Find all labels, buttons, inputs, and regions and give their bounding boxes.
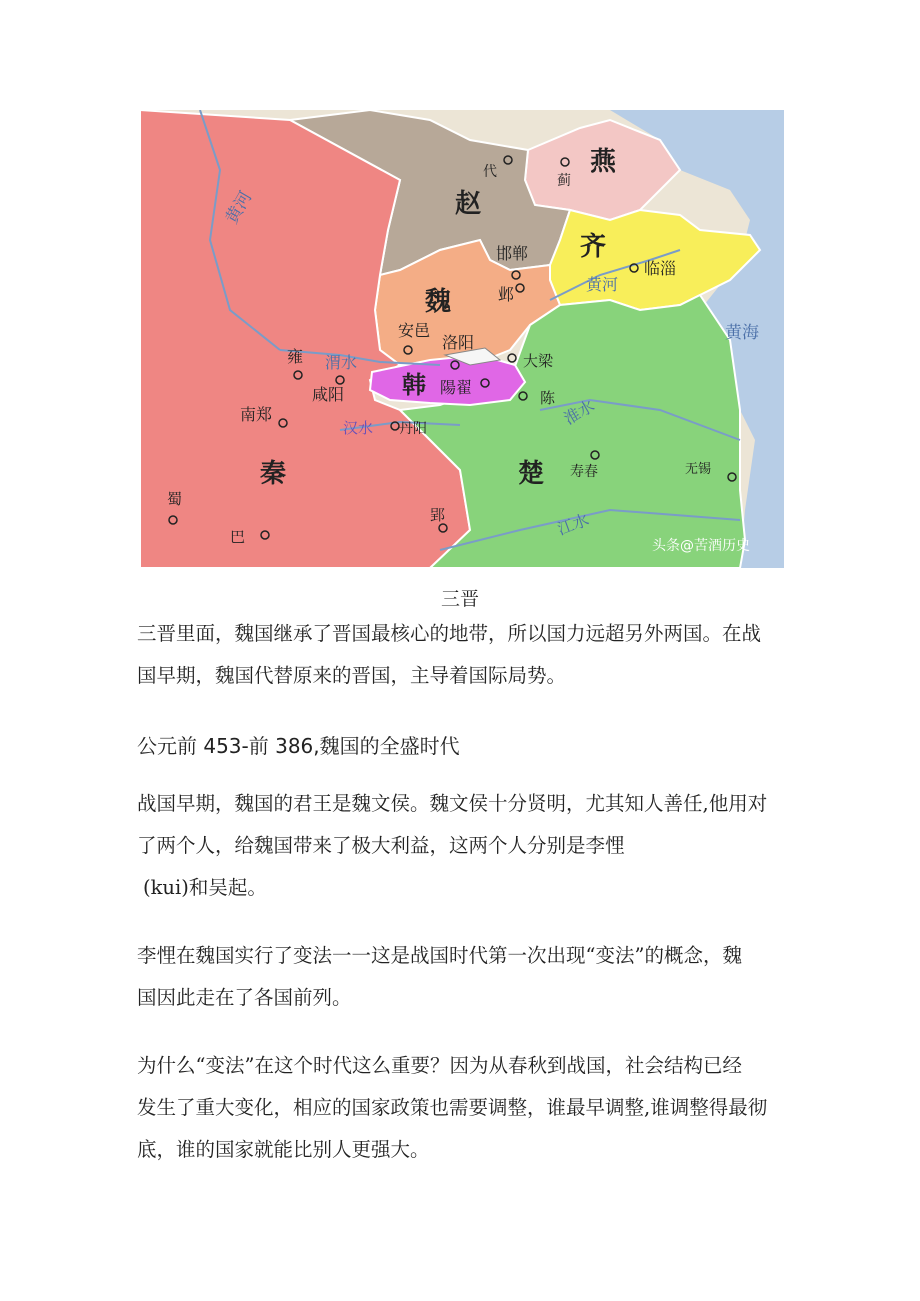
label-wuxi: 无锡 <box>685 462 712 477</box>
paragraph-2-line-2: 了两个人，给魏国带来了极大利益，这两个人分别是李悝 <box>137 834 625 857</box>
paragraph-3-line-2: 国因此走在了各国前列。 <box>137 986 352 1009</box>
label-anyi: 安邑 <box>398 321 431 340</box>
warring-states-map <box>140 110 784 568</box>
label-yangzhai: 陽翟 <box>440 378 473 397</box>
map-watermark: 头条@苦酒历史 <box>652 538 750 554</box>
label-huanghai: 黄海 <box>725 323 759 343</box>
label-chu: 楚 <box>518 459 545 489</box>
label-hanshui: 汉水 <box>343 419 374 437</box>
label-ji: 蓟 <box>557 173 571 189</box>
paragraph-1-line-1: 三晋里面，魏国继承了晋国最核心的地带，所以国力远超另外两国。在战 <box>137 622 762 645</box>
label-jiangshui: 江水 <box>554 509 592 539</box>
label-zhao: 赵 <box>455 189 482 219</box>
paragraph-2-line-1: 战国早期，魏国的君王是魏文侯。魏文侯十分贤明，尤其知人善任,他用对 <box>137 792 768 815</box>
label-chen: 陈 <box>540 389 556 407</box>
paragraph-1-line-2: 国早期，魏国代替原来的晋国，主导着国际局势。 <box>137 664 567 687</box>
label-luoyang: 洛阳 <box>442 333 475 352</box>
label-huanghe-west: 黄河 <box>222 188 257 228</box>
label-huaishui: 淮水 <box>560 396 598 429</box>
label-shouchun: 寿春 <box>570 464 598 480</box>
paragraph-3-line-1: 李悝在魏国实行了变法一一这是战国时代第一次出现“变法”的概念，魏 <box>137 944 742 967</box>
paragraph-4-line-3: 底，谁的国家就能比别人更强大。 <box>137 1138 430 1161</box>
label-shu: 蜀 <box>167 490 183 508</box>
label-ye: 邺 <box>498 285 515 304</box>
label-yong: 雍 <box>287 347 304 366</box>
label-han: 韩 <box>402 371 426 399</box>
label-ba: 巴 <box>230 528 246 546</box>
label-yan: 燕 <box>590 147 617 177</box>
paragraph-4-line-1: 为什么“变法”在这个时代这么重要？因为从春秋到战国，社会结构已经 <box>137 1054 742 1077</box>
label-huanghe-east: 黄河 <box>586 275 619 294</box>
label-linzi: 临淄 <box>644 259 677 278</box>
label-daliang: 大梁 <box>523 352 554 370</box>
label-nanzheng: 南郑 <box>240 405 273 424</box>
paragraph-2-line-3: (kui)和吴起。 <box>143 876 267 899</box>
map-svg <box>140 110 784 568</box>
label-weishui: 渭水 <box>325 353 358 372</box>
label-ying: 郢 <box>430 506 446 524</box>
label-xianyang: 咸阳 <box>312 385 345 404</box>
label-dai: 代 <box>483 164 497 180</box>
section-heading: 公元前 453-前 386,魏国的全盛时代 <box>137 734 460 758</box>
map-caption: 三晋 <box>440 588 479 610</box>
label-qi: 齐 <box>580 232 607 262</box>
label-danyang: 丹阳 <box>399 421 427 437</box>
label-handan: 邯郸 <box>496 244 529 263</box>
paragraph-4-line-2: 发生了重大变化，相应的国家政策也需要调整，谁最早调整,谁调整得最彻 <box>137 1096 768 1119</box>
label-qin: 秦 <box>260 459 287 489</box>
label-wei: 魏 <box>425 287 452 317</box>
